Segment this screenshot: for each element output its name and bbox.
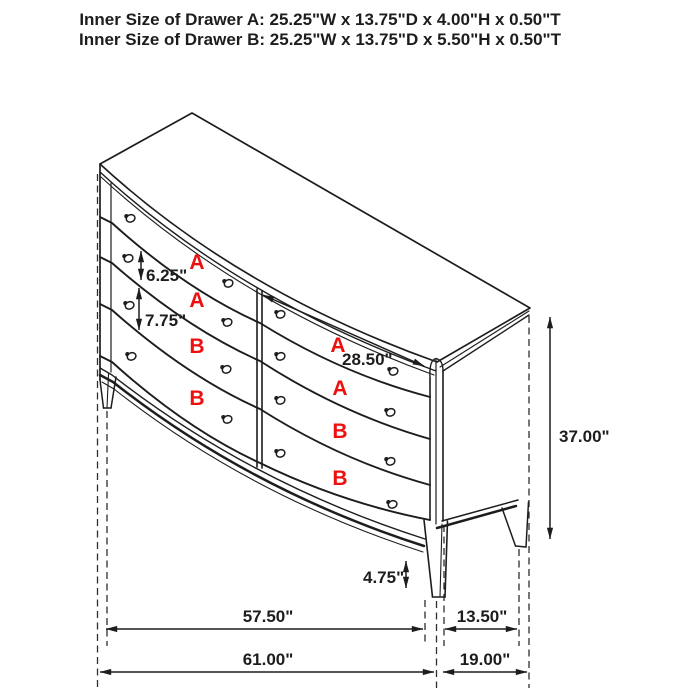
dim-side-leg-span [445,607,517,629]
top-side-edge-band [443,315,529,371]
drawer-seam-bottom [100,356,430,520]
drawer-seam-1 [100,217,430,397]
dim-label: 57.50" [242,607,294,626]
title-line-2: Inner Size of Drawer B: 25.25"W x 13.75"D x 5.50"H x 0.50"T [78,30,562,49]
front-left-leg-outer-edge [100,380,104,408]
drawer-knob-icon [274,448,286,458]
back-right-leg-bottom-edge [516,546,527,547]
left-drawer-4-label: B [189,387,205,410]
drawer-knob-icon [384,456,396,466]
left-drawer-3-label: B [189,335,205,358]
dim-label: 61.00" [242,650,294,669]
dim-overall-height [550,317,610,539]
dim-drawer-b-face-height [139,288,186,330]
drawer-knob-icon [386,499,398,509]
drawer-knob-icon [125,351,137,361]
drawer-knob-icon [220,364,232,374]
dim-label: 28.50" [342,350,393,369]
drawer-knob-icon [123,300,135,310]
dim-label: 6.25" [146,266,188,285]
front-right-leg-corner-edge [440,524,442,597]
dimension-annotations [100,251,610,672]
dim-label: 13.50" [456,607,508,626]
dim-label: 7.75" [145,311,187,330]
drawer-knob-icon [274,309,286,319]
right-drawer-4-label: B [332,467,348,490]
top-side-edge-chamfer [440,311,529,367]
drawer-knob-icon [222,278,234,288]
dim-label: 37.00" [559,427,610,446]
dim-label: 4.75" [363,568,405,587]
dim-leg-height [363,561,406,588]
drawer-knob-icon [122,253,134,263]
front-right-leg-inner-edge [445,521,448,597]
drawer-knob-icon [221,317,233,327]
dim-overall-width [100,650,434,672]
dim-front-leg-span [106,607,423,629]
drawer-knob-icon [124,213,136,223]
right-drawer-3-label: B [332,420,348,443]
dim-drawer-a-face-height [141,251,187,285]
title-line-1: Inner Size of Drawer A: 25.25"W x 13.75"D x 4.00"H x 0.50"T [79,10,561,29]
dim-overall-depth [443,650,527,672]
front-left-leg [100,374,116,408]
side-apron-top-edge [442,500,518,521]
drawer-knob-icon [274,351,286,361]
drawer-knob-icon [384,407,396,417]
right-drawer-1-label: A [330,334,346,357]
drawer-knob-icon [274,395,286,405]
left-drawer-2-label: A [189,289,205,312]
front-right-leg-outer-edge [424,520,433,597]
left-drawer-1-label: A [189,251,205,274]
dresser-outline [100,113,530,597]
back-right-leg-front-edge [502,508,516,546]
side-apron-bottom-edge [437,506,516,528]
dim-label: 19.00" [459,650,511,669]
back-right-leg-back-edge [526,502,529,547]
drawer-knob-icon [221,414,233,424]
right-drawer-2-label: A [332,377,348,400]
drawer-letter-labels [189,251,347,490]
diagram-title [79,10,562,49]
